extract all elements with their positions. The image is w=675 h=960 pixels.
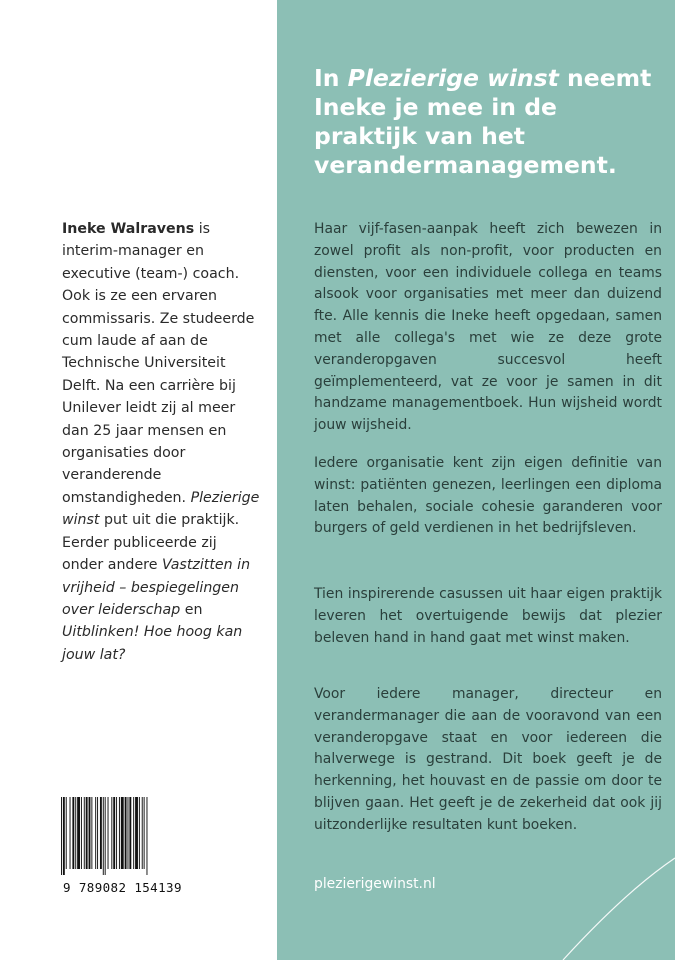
headline: In Plezierige winst neemt Ineke je mee in de praktijk van het verandermanagement. xyxy=(314,64,652,179)
paragraph-audience: Voor iedere manager, directeur en verandermanager die aan de vooravond van een veranderopgave staat en voor iedereen die halverwege is gestrand. Dit boek geeft je de herkenning, het houvast en de passie om door te blijven gaan. Het geeft je de zekerheid dat ook jij uitzonderlijke resultaten kunt boeken. xyxy=(314,686,662,833)
website-link[interactable]: plezierigewinst.nl xyxy=(314,876,436,892)
barcode xyxy=(61,797,186,875)
headline-title: Plezierige winst xyxy=(347,64,559,92)
paragraph-approach: Haar vijf-fasen-aanpak heeft zich bewezen in zowel profit als non-profit, voor producten en diensten, voor een individuele collega en teams alsook voor organisaties met meer dan duizend fte. Alle kennis die Ineke heeft opgedaan, samen met alle collega's met wie ze deze grote veranderopgaven succesvol heeft geïmplementeerd, vat ze voor je samen in dit handzame managementboek. Hun wijsheid wordt jouw wijsheid. xyxy=(314,221,662,434)
author-bio: Ineke Walravens is interim-manager en executive (team-) coach. Ook is ze een ervaren commissaris. Ze studeerde cum laude af aan de Technische Universiteit Delft. Na een carrière bij Unilever leidt zij al meer dan 25 jaar mensen en organisaties door veranderende omstandigheden. Plezierige winst put uit die praktijk. Eerder publiceerde zij onder andere Vastzitten in vrijheid – bespiegelingen over leiderschap en Uitblinken! Hoe hoog kan jouw lat? xyxy=(62,221,260,663)
author-name: Ineke Walravens xyxy=(62,221,195,237)
left-panel xyxy=(0,0,277,960)
paragraph-definition: Iedere organisatie kent zijn eigen definitie van winst: patiënten genezen, leerlingen een diploma laten behalen, sociale cohesie garanderen voor burgers of geld verdienen in het bedrijfsleven. xyxy=(314,455,662,537)
previous-book-1: Vastzitten in vrijheid – bespiegelingen over leiderschap xyxy=(62,557,251,618)
previous-book-2: Uitblinken! Hoe hoog kan jouw lat? xyxy=(62,624,243,663)
decorative-curve xyxy=(555,850,675,960)
isbn-number: 9 789082 154139 xyxy=(63,880,182,895)
paragraph-cases: Tien inspirerende casussen uit haar eigen praktijk leveren het overtuigende bewijs dat plezier beleven hand in hand gaat met winst maken. xyxy=(314,586,662,646)
book-title: Plezierige winst xyxy=(62,489,260,529)
right-panel xyxy=(277,0,675,960)
